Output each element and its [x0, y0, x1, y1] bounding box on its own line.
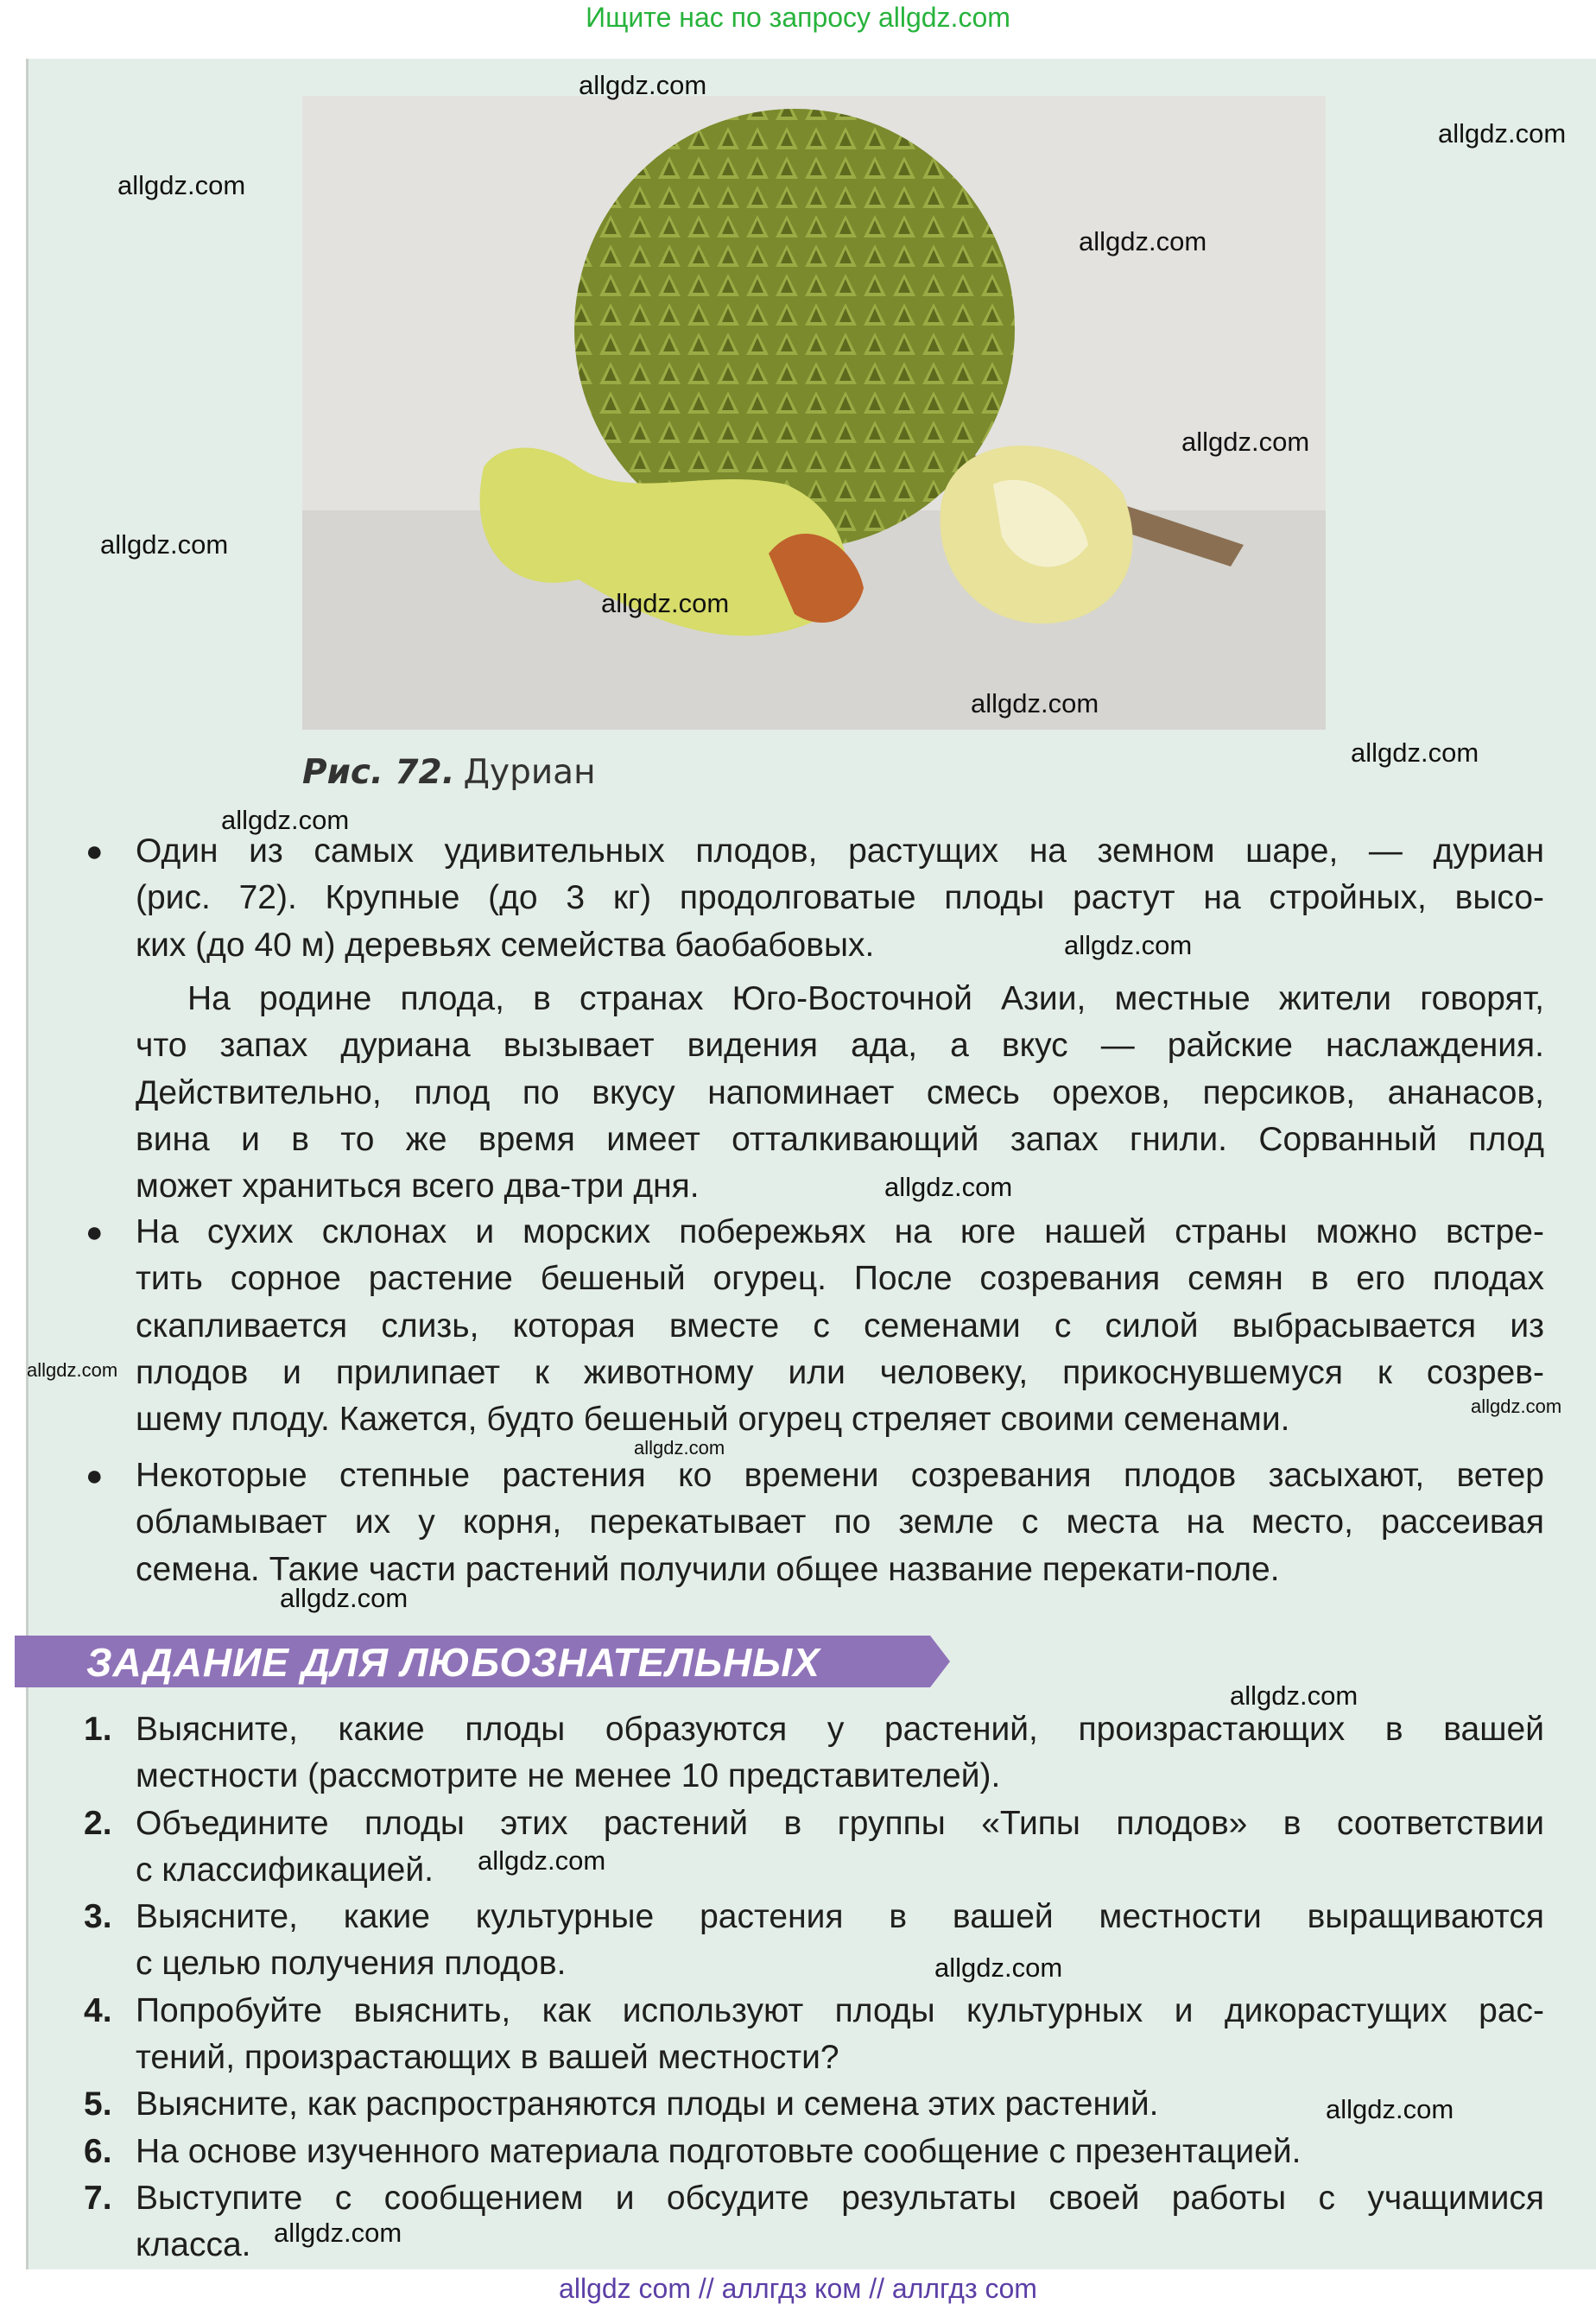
text-line: скапливается слизь, которая вместе с семенами с силой выбрасывается из — [136, 1307, 1544, 1345]
watermark: allgdz.com — [100, 529, 229, 560]
text-line: ких (до 40 м) деревьях семейства баобабовых. — [136, 926, 875, 964]
watermark: allgdz.com — [579, 70, 707, 100]
task-number: 3. — [84, 1898, 112, 1936]
text-line: может храниться всего два-три дня. — [136, 1168, 700, 1206]
text-line: Выясните, как распространяются плоды и семена этих растений. — [136, 2085, 1159, 2123]
watermark: allgdz.com — [1181, 427, 1310, 457]
watermark: allgdz.com — [274, 2218, 402, 2248]
section-heading: ЗАДАНИЕ ДЛЯ ЛЮБОЗНАТЕЛЬНЫХ — [86, 1640, 820, 1685]
text-line: Выясните, какие культурные растения в вашей местности выращиваются — [136, 1898, 1544, 1936]
task-number: 5. — [84, 2085, 112, 2123]
task-number: 6. — [84, 2132, 112, 2170]
bullet-item — [86, 828, 1544, 969]
bullet-item — [86, 1209, 1544, 1443]
durian-photo — [302, 96, 1326, 730]
watermark: allgdz.com — [117, 170, 246, 200]
watermark: allgdz.com — [1230, 1680, 1358, 1711]
text-line: Один из самых удивительных плодов, растущих на земном шаре, — дуриан — [136, 832, 1544, 870]
header-note: Ищите нас по запросу allgdz.com — [586, 2, 1010, 33]
watermark: allgdz.com — [634, 1437, 725, 1459]
text-line: вина и в то же время имеет отталкивающий запах гнили. Сорванный плод — [136, 1120, 1544, 1158]
figure-title: Дуриан — [463, 753, 596, 792]
text-line: с целью получения плодов. — [136, 1945, 567, 1983]
watermark: allgdz.com — [971, 688, 1099, 718]
bullet-item — [86, 1452, 1544, 1593]
watermark: allgdz.com — [1079, 226, 1207, 256]
text-line: Выступите с сообщением и обсудите результаты своей работы с учащимися — [136, 2179, 1544, 2217]
text-line: тений, произрастающих в вашей местности? — [136, 2039, 839, 2077]
watermark: allgdz.com — [1471, 1395, 1562, 1417]
text-line: На основе изученного материала подготовьте сообщение с презентацией. — [136, 2132, 1302, 2170]
watermark: allgdz.com — [601, 588, 730, 618]
task-item — [84, 1988, 1544, 2082]
text-line: с классификацией. — [136, 1851, 434, 1889]
watermark: allgdz.com — [1438, 118, 1567, 149]
watermark: allgdz.com — [1351, 737, 1479, 768]
watermark: allgdz.com — [884, 1172, 1013, 1202]
task-number: 2. — [84, 1804, 112, 1842]
task-number: 1. — [84, 1711, 112, 1748]
bullet-icon: ● — [86, 1459, 104, 1492]
watermark: allgdz.com — [280, 1583, 408, 1613]
task-list — [84, 1706, 1544, 2269]
watermark: allgdz.com — [478, 1845, 606, 1876]
bullet-icon: ● — [86, 835, 104, 868]
paragraph — [136, 976, 1544, 1210]
text-line: Выясните, какие плоды образуются у растений, произрастающих в вашей — [136, 1711, 1544, 1748]
watermark: allgdz.com — [934, 1952, 1063, 1983]
text-line: семена. Такие части растений получили общее название перекати-поле. — [136, 1550, 1280, 1588]
text-line: тить сорное растение бешеный огурец. После созревания семян в его плодах — [136, 1260, 1544, 1298]
watermark: allgdz.com — [221, 805, 350, 835]
task-item — [84, 1894, 1544, 1988]
figure-label: Рис. 72. — [302, 753, 455, 792]
task-number: 4. — [84, 1991, 112, 2029]
text-line: шему плоду. Кажется, будто бешеный огурец стреляет своими семенами. — [136, 1401, 1290, 1439]
watermark: allgdz.com — [27, 1359, 118, 1381]
figure-caption — [302, 753, 596, 792]
text-line: (рис. 72). Крупные (до 3 кг) продолговатые плоды растут на стройных, высо- — [136, 879, 1544, 917]
text-line: Попробуйте выяснить, как используют плоды культурных и дикорастущих рас- — [136, 1991, 1544, 2029]
text-line: плодов и прилипает к животному или человеку, прикоснувшемуся к созрев- — [136, 1353, 1544, 1391]
text-line: На сухих склонах и морских побережьях на юге нашей страны можно встре- — [136, 1213, 1544, 1250]
task-item — [84, 1706, 1544, 1801]
text-line: Действительно, плод по вкусу напоминает смесь орехов, персиков, ананасов, — [136, 1073, 1544, 1111]
watermark: allgdz.com — [1064, 930, 1193, 960]
text-line: класса. — [136, 2226, 251, 2264]
task-item — [84, 2129, 1544, 2175]
watermark: allgdz.com — [1326, 2094, 1454, 2124]
text-line: что запах дуриана вызывает видения ада, а вкус — райские наслаждения. — [136, 1027, 1544, 1065]
text-line: Некоторые степные растения ко времени созревания плодов засыхают, ветер — [136, 1457, 1544, 1494]
bullet-icon: ● — [86, 1216, 104, 1249]
text-line: местности (рассмотрите не менее 10 представителей). — [136, 1757, 1001, 1795]
text-line: Объедините плоды этих растений в группы «Типы плодов» в соответствии — [136, 1804, 1544, 1842]
text-line: На родине плода, в странах Юго-Восточной Азии, местные жители говорят, — [187, 980, 1544, 1017]
task-number: 7. — [84, 2179, 112, 2217]
footer-note: allgdz com // аллгдз ком // аллгдз com — [559, 2273, 1037, 2304]
task-item — [84, 1801, 1544, 1895]
text-line: обламывает их у корня, перекатывает по земле с места на место, рассеивая — [136, 1503, 1544, 1541]
